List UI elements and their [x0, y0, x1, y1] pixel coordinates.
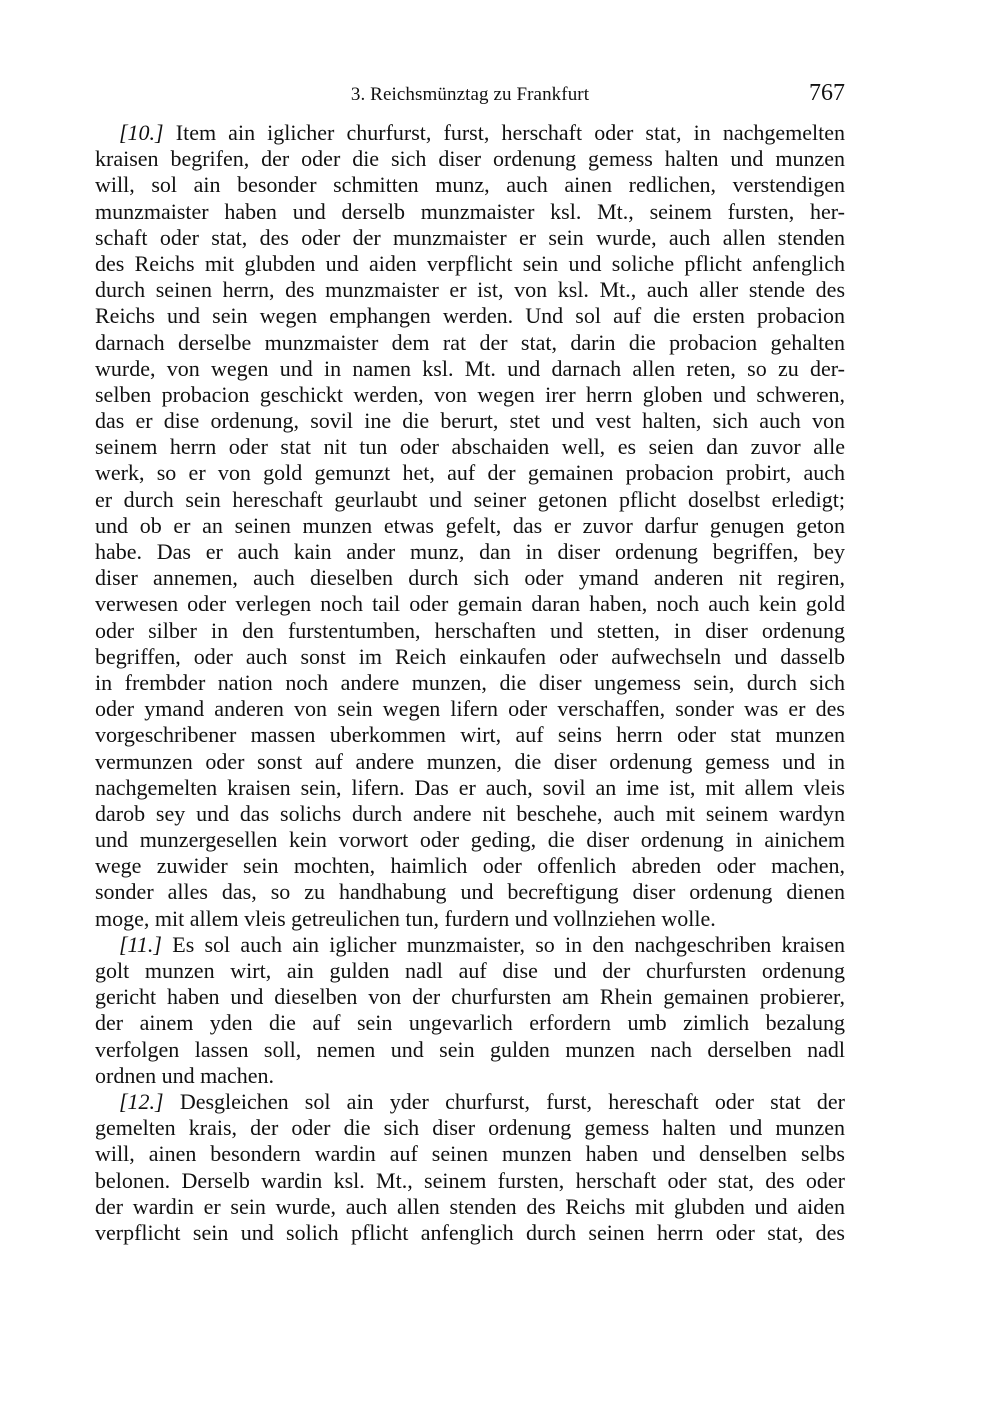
text-line: verwesen oder verlegen noch tail oder gemain daran haben, noch auch kein gold	[95, 591, 845, 617]
text-line: habe. Das er auch kain ander munz, dan in diser ordenung begriffen, bey	[95, 539, 845, 564]
text-line: verfolgen lassen soll, nemen und sein gulden munzen nach derselben nadl	[95, 1036, 845, 1062]
text-line: und ob er an seinen munzen etwas gefelt, das er zuvor darfur genugen geton	[95, 512, 845, 538]
text-line: wege zuwider sein mochten, haimlich oder offenlich abreden oder machen,	[95, 853, 845, 879]
paragraph-12	[95, 1089, 845, 1246]
running-head	[95, 80, 845, 110]
text-line: gericht haben und dieselben von der churfursten am Rhein gemainen probierer,	[95, 984, 845, 1010]
text-line: werk, so er von gold gemunzt het, auf der gemainen probacion probirt, auch	[95, 460, 845, 486]
text-line: des Reichs mit glubden und aiden verpflicht sein und soliche pflicht anfenglich	[95, 250, 845, 276]
text-line: in frembder nation noch andere munzen, die diser ungemess sein, durch sich	[95, 669, 845, 695]
text-line: vorgeschribener massen uberkommen wirt, auf seins herrn oder stat munzen	[95, 722, 845, 748]
text-line: oder ymand anderen von sein wegen lifern oder verschaffen, sonder was er des	[95, 696, 845, 722]
text-line: seinem herrn oder stat nit tun oder abschaiden well, es seien dan zuvor alle	[95, 434, 845, 460]
text-line: moge, mit allem vleis getreulichen tun, furdern und vollnziehen wolle.	[95, 905, 716, 931]
text-line: will, ainen besondern wardin auf seinen munzen haben und denselben selbs	[95, 1141, 845, 1167]
line-text: Desgleichen sol ain yder churfurst, furst, hereschaft oder stat der	[179, 1088, 846, 1114]
text-line: ordnen und machen.	[95, 1062, 274, 1088]
text-line: belonen. Derselb wardin ksl. Mt., seinem fursten, herschaft oder stat, des oder	[95, 1167, 845, 1193]
text-line	[95, 1089, 845, 1115]
text-line: er durch sein hereschaft geurlaubt und seiner getonen pflicht doselbst erledigt;	[95, 486, 845, 512]
text-line: vermunzen oder sonst auf andere munzen, die diser ordenung gemess und in	[95, 748, 845, 774]
line-text: Item ain iglicher churfurst, furst, herschaft oder stat, in nachgemelten	[175, 120, 845, 145]
running-title: 3. Reichsmünztag zu Frankfurt	[350, 84, 590, 105]
text-line: darnach derselbe munzmaister dem rat der stat, darin die probacion gehalten	[95, 329, 845, 355]
text-line: diser annemen, auch dieselben durch sich oder ymand anderen nit regiren,	[95, 565, 845, 591]
line-text: Es sol auch ain iglicher munzmaister, so in den nachgeschriben kraisen	[172, 931, 845, 957]
text-line: der ainem yden die auf sein ungevarlich erfordern umb zimlich bezalung	[95, 1010, 845, 1036]
text-line: nachgemelten kraisen sein, lifern. Das er auch, sovil an ime ist, mit allem vleis	[95, 774, 845, 800]
text-line: selben probacion geschickt werden, von wegen irer herrn globen und schweren,	[95, 381, 845, 407]
text-line: oder silber in den furstentumben, herschaften und stetten, in diser ordenung	[95, 617, 845, 643]
paragraph-11	[95, 932, 845, 1089]
text-line: wurde, von wegen und in namen ksl. Mt. und darnach allen reten, so zu der-	[95, 355, 845, 381]
text-line: gemelten krais, der oder die sich diser ordenung gemess halten und munzen	[95, 1115, 845, 1141]
document-body	[95, 120, 845, 1246]
text-line: das er dise ordenung, sovil ine die berurt, stet und vest halten, sich auch von	[95, 408, 845, 434]
text-line: golt munzen wirt, ain gulden nadl auf dise und der churfursten ordenung	[95, 958, 845, 983]
text-line: begriffen, oder auch sonst im Reich einkaufen oder aufwechseln und dasselb	[95, 643, 845, 669]
text-line: sonder alles das, so zu handhabung und becreftigung diser ordenung dienen	[95, 879, 845, 905]
text-line: durch seinen herrn, des munzmaister er ist, von ksl. Mt., auch aller stende des	[95, 277, 845, 303]
section-number: [12.]	[119, 1088, 164, 1114]
text-line	[95, 120, 845, 146]
paragraph-10	[95, 120, 845, 932]
text-line: kraisen begrifen, der oder die sich diser ordenung gemess halten und munzen	[95, 146, 845, 172]
text-line: und munzergesellen kein vorwort oder geding, die diser ordenung in ainichem	[95, 827, 845, 853]
text-line: der wardin er sein wurde, auch allen stenden des Reichs mit glubden und aiden	[95, 1193, 845, 1219]
text-line: will, sol ain besonder schmitten munz, auch ainen redlichen, verstendigen	[95, 172, 845, 198]
text-line: schaft oder stat, des oder der munzmaister er sein wurde, auch allen stenden	[95, 224, 845, 250]
page-number: 767	[809, 80, 845, 106]
text-line: munzmaister haben und derselb munzmaister ksl. Mt., seinem fursten, her-	[95, 198, 845, 224]
text-line	[95, 932, 845, 958]
section-number: [11.]	[119, 931, 162, 957]
text-line: darob sey und das solichs durch andere nit beschehe, auch mit seinem wardyn	[95, 800, 845, 826]
text-line: Reichs und sein wegen emphangen werden. Und sol auf die ersten probacion	[95, 303, 845, 329]
text-line: verpflicht sein und solich pflicht anfenglich durch seinen herrn oder stat, des	[95, 1219, 845, 1245]
section-number: [10.]	[119, 120, 164, 145]
